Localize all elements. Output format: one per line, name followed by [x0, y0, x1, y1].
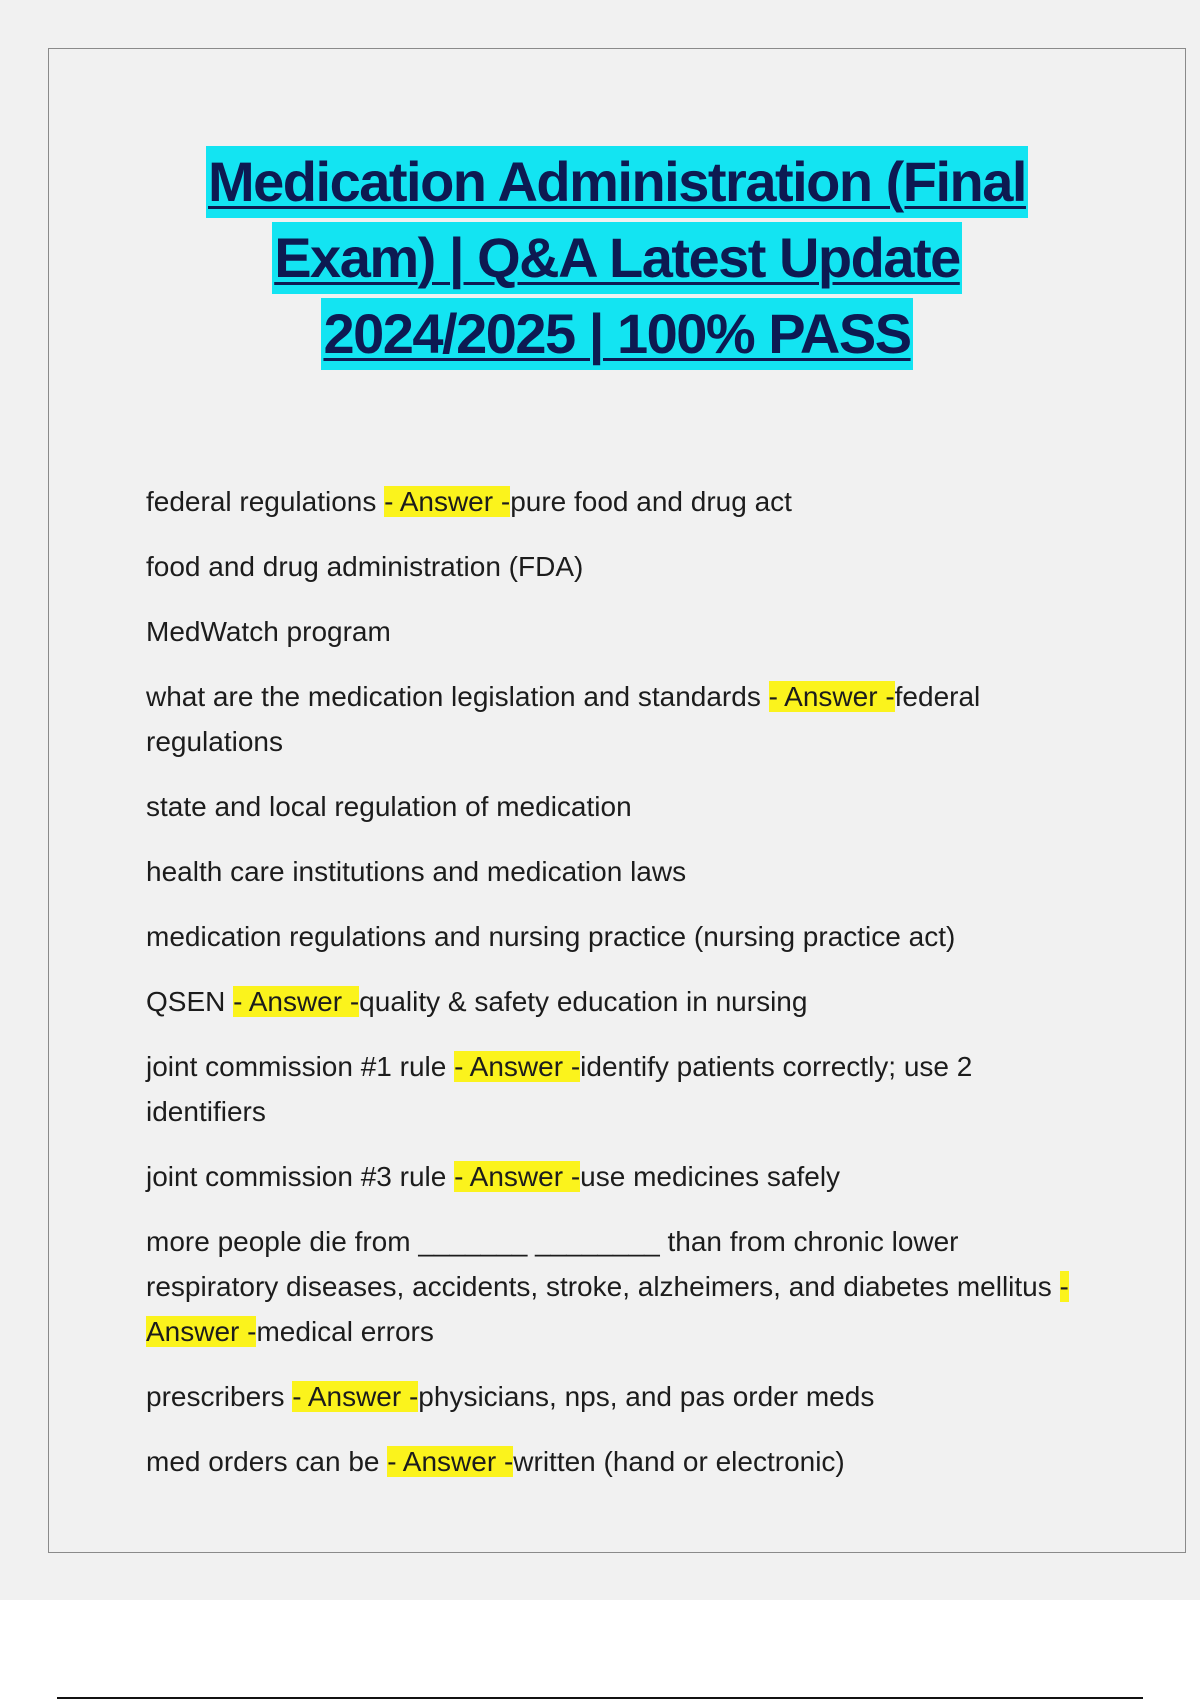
question-text: food and drug administration (FDA) [146, 551, 584, 582]
footer-divider [57, 1697, 1143, 1699]
qa-item [146, 544, 1086, 589]
title-line-3: 2024/2025 | 100% PASS [321, 298, 912, 370]
qa-item [146, 784, 1086, 829]
answer-text: quality & safety education in nursing [359, 986, 808, 1017]
document-page [48, 48, 1186, 1553]
qa-item [146, 479, 1086, 524]
answer-text: identify patients correctly; use 2 identifiers [146, 1051, 973, 1127]
answer-marker: - Answer - [233, 986, 360, 1017]
qa-item [146, 1439, 1086, 1484]
qa-item [146, 1154, 1086, 1199]
question-text: QSEN [146, 986, 234, 1017]
answer-text: federal regulations [146, 681, 981, 757]
question-text: state and local regulation of medication [146, 791, 632, 822]
qa-item [146, 979, 1086, 1024]
answer-text: pure food and drug act [510, 486, 792, 517]
question-text: joint commission #1 rule [146, 1051, 455, 1082]
answer-text: medical errors [256, 1316, 434, 1347]
answer-text: physicians, nps, and pas order meds [418, 1381, 875, 1412]
qa-item [146, 609, 1086, 654]
answer-marker: - Answer - [454, 1051, 581, 1082]
page-footer-area [0, 1600, 1200, 1700]
answer-marker: - Answer - [454, 1161, 581, 1192]
question-text: federal regulations [146, 486, 385, 517]
answer-marker: - Answer - [768, 681, 895, 712]
title-line-1: Medication Administration (Final [206, 146, 1028, 218]
answer-marker: - Answer - [146, 1271, 1069, 1347]
question-text: what are the medication legislation and standards [146, 681, 769, 712]
qa-item [146, 1374, 1086, 1419]
answer-marker: - Answer - [292, 1381, 419, 1412]
answer-marker: - Answer - [387, 1446, 514, 1477]
qa-item [146, 1044, 1086, 1134]
question-text: more people die from _______ ________ than from chronic lower respiratory diseases, accidents, stroke, alzheimers, and diabetes mellitus [146, 1226, 1060, 1302]
question-text: MedWatch program [146, 616, 391, 647]
qa-item [146, 849, 1086, 894]
qa-item [146, 674, 1086, 764]
question-text: med orders can be [146, 1446, 388, 1477]
question-text: prescribers [146, 1381, 293, 1412]
answer-marker: - Answer - [384, 486, 511, 517]
qa-item [146, 1219, 1086, 1354]
question-text: health care institutions and medication laws [146, 856, 687, 887]
qa-item [146, 914, 1086, 959]
document-title [49, 144, 1185, 372]
question-text: joint commission #3 rule [146, 1161, 455, 1192]
answer-text: use medicines safely [580, 1161, 841, 1192]
answer-text: written (hand or electronic) [513, 1446, 845, 1477]
qa-list [146, 479, 1086, 1504]
question-text: medication regulations and nursing practice (nursing practice act) [146, 921, 956, 952]
title-line-2: Exam) | Q&A Latest Update [272, 222, 962, 294]
